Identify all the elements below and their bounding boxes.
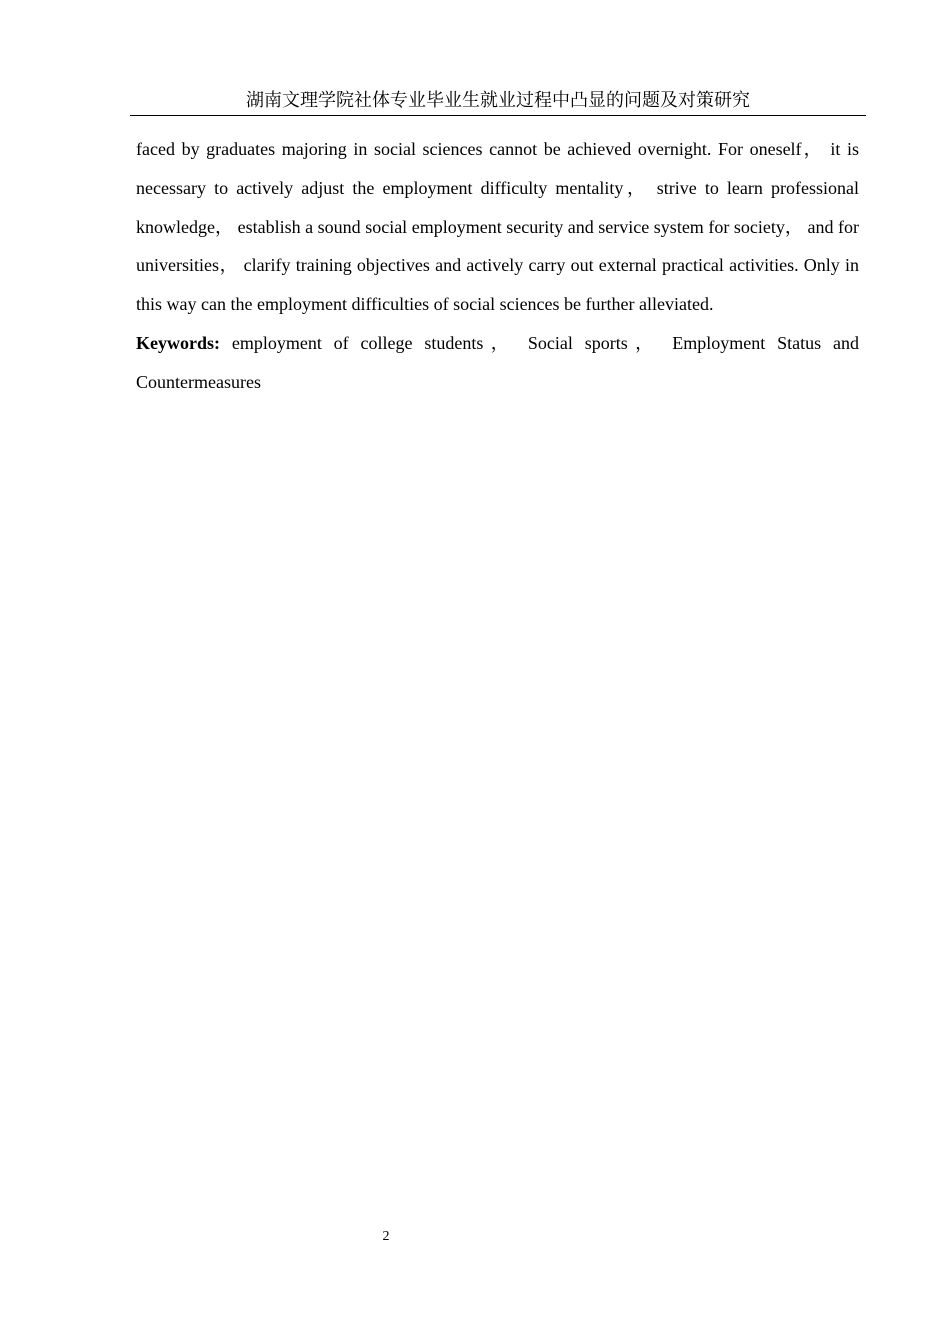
keywords-label: Keywords: bbox=[136, 332, 220, 353]
running-header: 湖南文理学院社体专业毕业生就业过程中凸显的问题及对策研究 bbox=[246, 90, 750, 111]
keywords-text: employment of college students， Social sports， Employment Status and Countermeasures bbox=[136, 332, 859, 392]
keywords-paragraph bbox=[136, 324, 859, 402]
abstract-paragraph: faced by graduates majoring in social sciences cannot be achieved overnight. For oneself， it is necessary to actively adjust the employment difficulty mentality， strive to learn professional knowledge， establish a sound social employment security and service system for society， and for universities， clarify training objectives and actively carry out external practical activities. Only in this way can the employment difficulties of social sciences be further alleviated. bbox=[136, 139, 859, 315]
header-rule bbox=[130, 115, 866, 116]
abstract-body bbox=[136, 130, 859, 402]
page-number: 2 bbox=[382, 1229, 390, 1244]
